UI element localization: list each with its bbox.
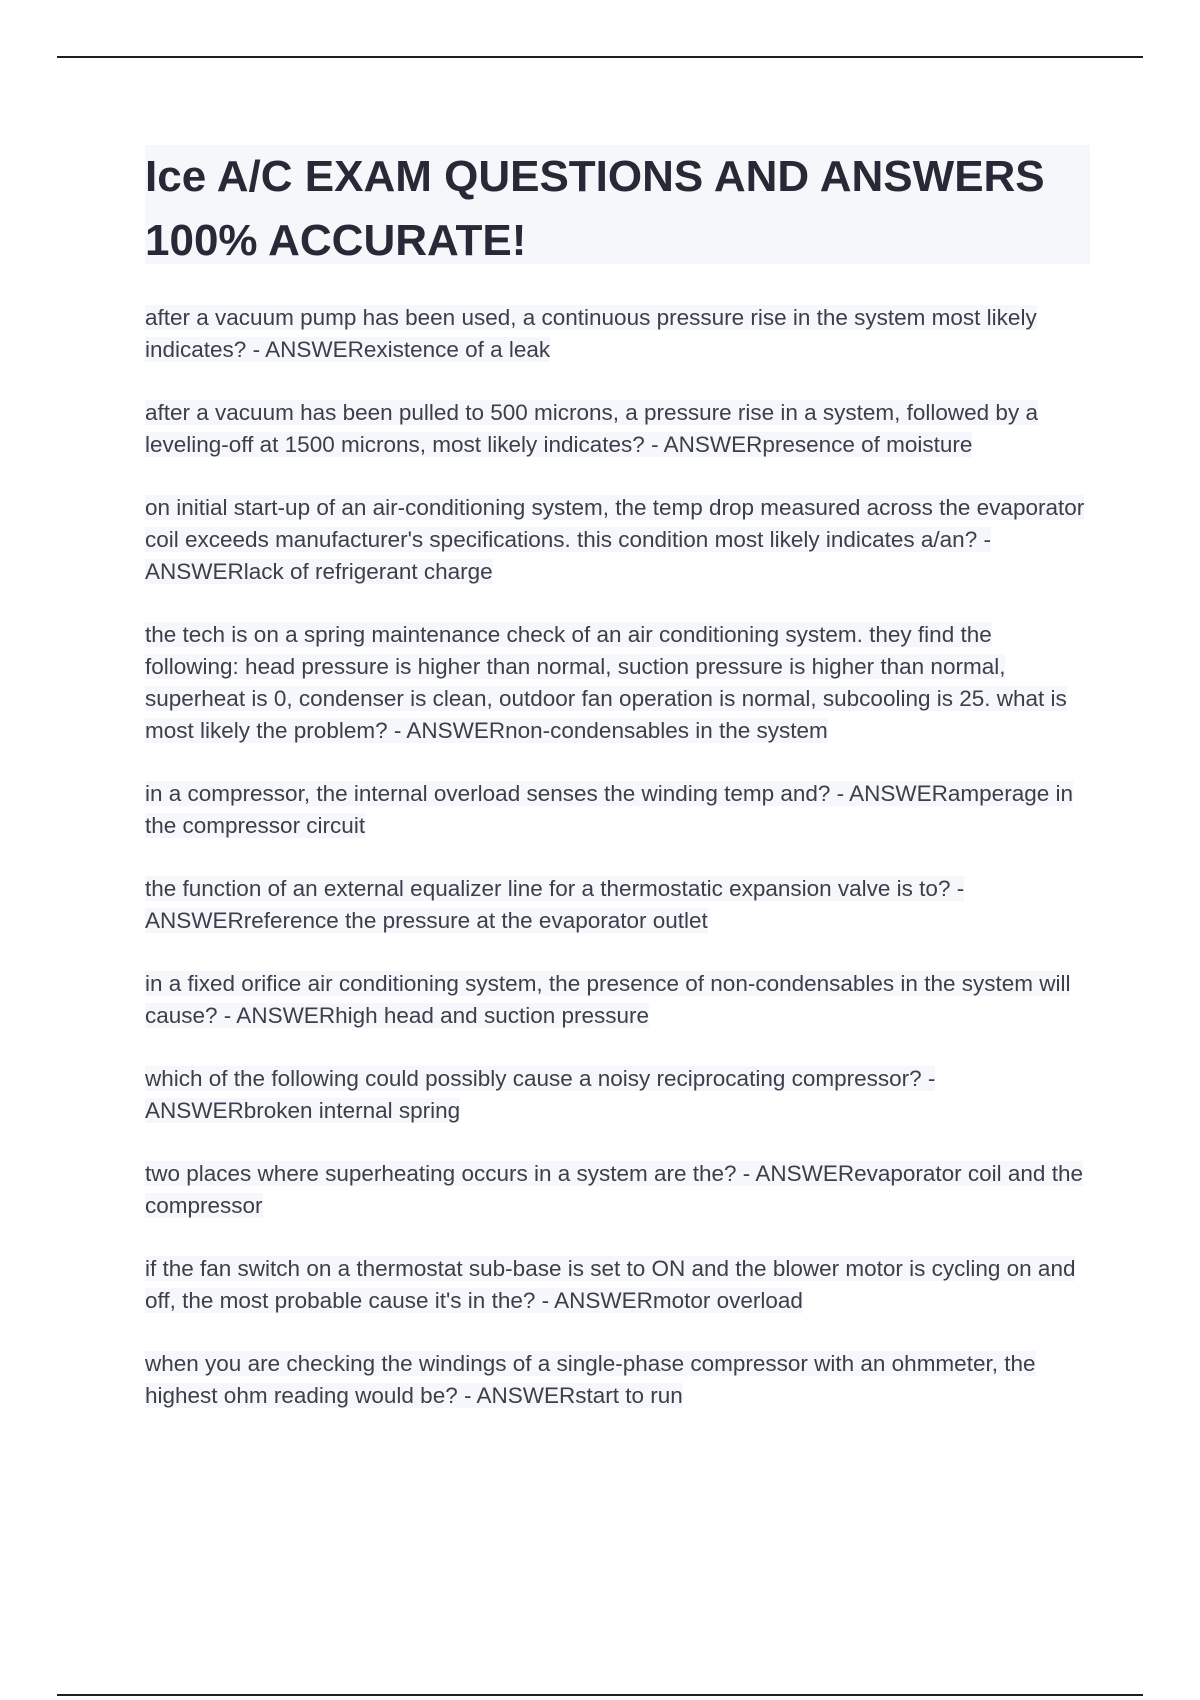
qa-text: when you are checking the windings of a single-phase compressor with an ohmmeter, the highest ohm reading would be? - ANSWERstart to run bbox=[145, 1351, 1036, 1408]
qa-item bbox=[145, 1063, 1090, 1127]
document-body bbox=[145, 145, 1090, 1443]
qa-text: after a vacuum has been pulled to 500 microns, a pressure rise in a system, followed by a leveling-off at 1500 microns, most likely indicates? - ANSWERpresence of moisture bbox=[145, 400, 1038, 457]
qa-item bbox=[145, 1158, 1090, 1222]
qa-item bbox=[145, 1348, 1090, 1412]
document-title: Ice A/C EXAM QUESTIONS AND ANSWERS 100% ACCURATE! bbox=[145, 152, 1045, 265]
qa-item bbox=[145, 302, 1090, 366]
qa-text: on initial start-up of an air-conditioning system, the temp drop measured across the evaporator coil exceeds manufacturer's specifications. this condition most likely indicates a/an? - ANSWERlack of refrigerant charge bbox=[145, 495, 1085, 584]
qa-item bbox=[145, 397, 1090, 461]
qa-text: the tech is on a spring maintenance check of an air conditioning system. they find the following: head pressure is higher than normal, suction pressure is higher than normal, superheat is 0, condenser is clean, outdoor fan operation is normal, subcooling is 25. what is most likely the problem? - ANSWERnon-condensables in the system bbox=[145, 622, 1067, 743]
qa-text: in a compressor, the internal overload senses the winding temp and? - ANSWERamperage in the compressor circuit bbox=[145, 781, 1073, 838]
qa-text: in a fixed orifice air conditioning system, the presence of non-condensables in the system will cause? - ANSWERhigh head and suction pressure bbox=[145, 971, 1071, 1028]
qa-item bbox=[145, 1253, 1090, 1317]
footer-rule bbox=[57, 1694, 1143, 1696]
qa-text: which of the following could possibly cause a noisy reciprocating compressor? - ANSWERbroken internal spring bbox=[145, 1066, 936, 1123]
qa-text: if the fan switch on a thermostat sub-base is set to ON and the blower motor is cycling on and off, the most probable cause it's in the? - ANSWERmotor overload bbox=[145, 1256, 1076, 1313]
header-rule bbox=[57, 56, 1143, 58]
qa-item bbox=[145, 619, 1090, 747]
qa-text: two places where superheating occurs in a system are the? - ANSWERevaporator coil and the compressor bbox=[145, 1161, 1083, 1218]
qa-item bbox=[145, 873, 1090, 937]
qa-item bbox=[145, 492, 1090, 588]
qa-item bbox=[145, 778, 1090, 842]
qa-item bbox=[145, 968, 1090, 1032]
qa-list bbox=[145, 302, 1090, 1412]
qa-text: after a vacuum pump has been used, a continuous pressure rise in the system most likely indicates? - ANSWERexistence of a leak bbox=[145, 305, 1037, 362]
qa-text: the function of an external equalizer line for a thermostatic expansion valve is to? - ANSWERreference the pressure at the evaporator outlet bbox=[145, 876, 965, 933]
title-block bbox=[145, 145, 1090, 264]
